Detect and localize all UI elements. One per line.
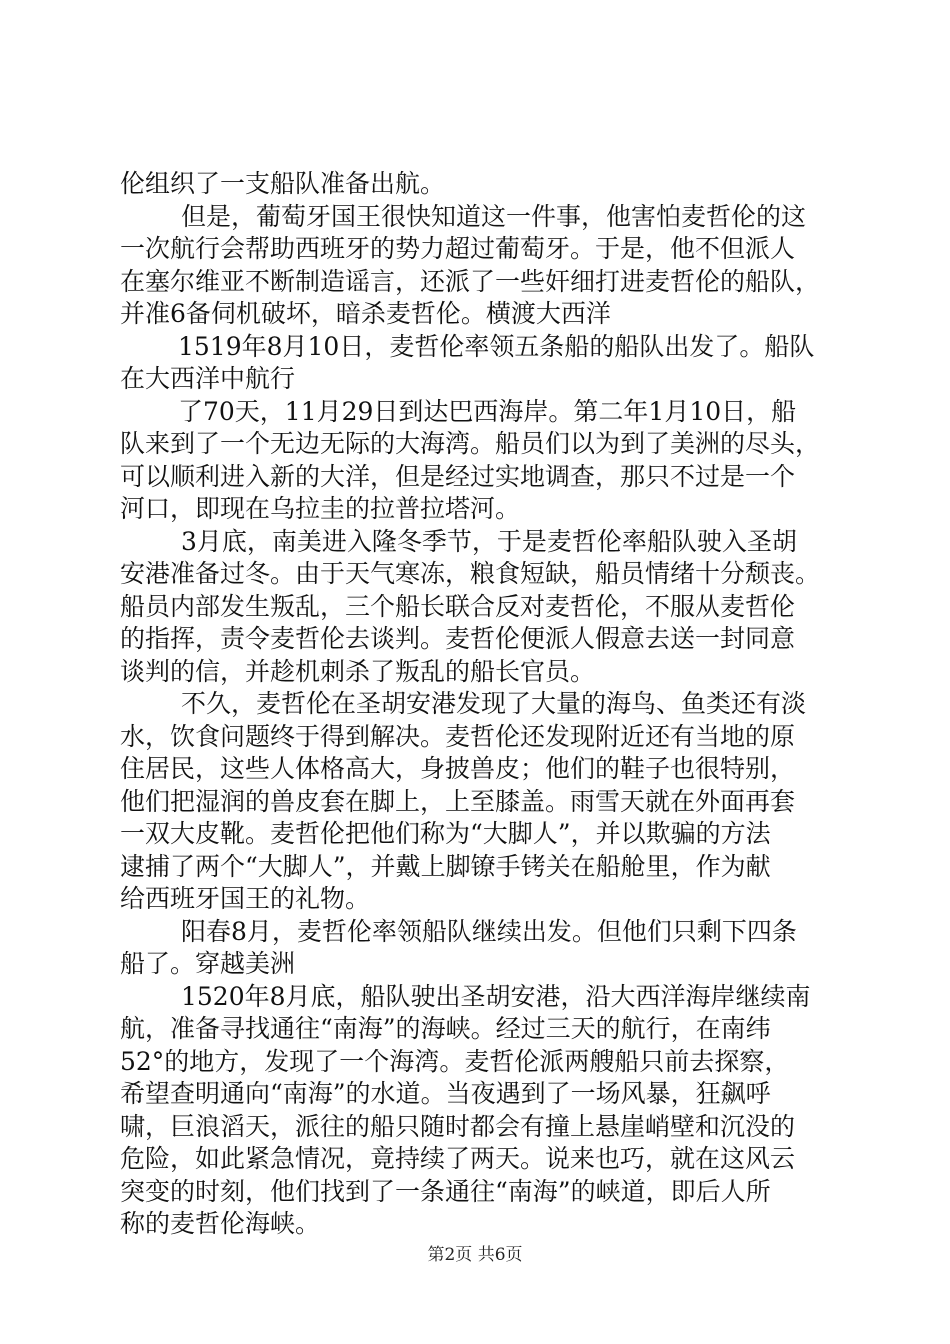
text-line: 但是，葡萄牙国王很快知道这一件事，他害怕麦哲伦的这	[181, 201, 807, 231]
text-line: 一双大皮靴。麦哲伦把他们称为“大脚人”，并以欺骗的方法	[120, 819, 771, 848]
text-line: 希望查明通向“南海”的水道。当夜遇到了一场风暴，狂飙呼	[120, 1079, 771, 1108]
text-line: 突变的时刻，他们找到了一条通往“南海”的峡道，即后人所	[120, 1176, 771, 1206]
text-line: 了70天，11月29日到达巴西海岸。第二年1月10日，船	[178, 396, 797, 426]
text-line: 河口，即现在乌拉圭的拉普拉塔河。	[120, 494, 521, 523]
text-line: 住居民，这些人体格高大，身披兽皮；他们的鞋子也很特别，	[120, 754, 796, 783]
text-line: 阳春8月，麦哲伦率领船队继续出发。但他们只剩下四条	[181, 916, 797, 946]
text-line: 可以顺利进入新的大洋，但是经过实地调查，那只不过是一个	[120, 461, 796, 491]
text-line: 航，准备寻找通往“南海”的海峡。经过三天的航行，在南纬	[120, 1014, 771, 1043]
text-line: 在塞尔维亚不断制造谣言，还派了一些奸细打进麦哲伦的船队，	[120, 266, 821, 296]
text-line: 安港准备过冬。由于天气寒冻，粮食短缺，船员情绪十分颓丧。	[120, 559, 821, 588]
text-line: 并准6备伺机破坏，暗杀麦哲伦。横渡大西洋	[120, 299, 611, 328]
text-line: 3月底，南美进入隆冬季节，于是麦哲伦率船队驶入圣胡	[181, 526, 797, 556]
text-line: 水，饮食问题终于得到解决。麦哲伦还发现附近还有当地的原	[120, 721, 796, 751]
text-line: 一次航行会帮助西班牙的势力超过葡萄牙。于是，他不但派人	[120, 234, 796, 263]
text-line: 1519年8月10日，麦哲伦率领五条船的船队出发了。船队	[178, 331, 815, 361]
text-line: 啸，巨浪滔天，派往的船只随时都会有撞上悬崖峭壁和沉没的	[120, 1111, 796, 1141]
text-line: 逮捕了两个“大脚人”，并戴上脚镣手铐关在船舱里，作为献	[120, 851, 771, 881]
page-footer: 第2页 共6页	[427, 1245, 523, 1265]
text-line: 1520年8月底，船队驶出圣胡安港，沿大西洋海岸继续南	[181, 981, 811, 1011]
text-line: 给西班牙国王的礼物。	[120, 884, 371, 913]
text-line: 的指挥，责令麦哲伦去谈判。麦哲伦便派人假意去送一封同意	[120, 624, 796, 653]
text-line: 伦组织了一支船队准备出航。	[120, 169, 446, 198]
text-line: 船了。穿越美洲	[120, 949, 296, 978]
text-line: 在大西洋中航行	[120, 364, 296, 393]
body-text	[120, 168, 840, 1241]
text-line: 52°的地方，发现了一个海湾。麦哲伦派两艘船只前去探察，	[120, 1046, 790, 1076]
text-line: 他们把湿润的兽皮套在脚上，上至膝盖。雨雪天就在外面再套	[120, 786, 796, 816]
text-line: 不久，麦哲伦在圣胡安港发现了大量的海鸟、鱼类还有淡	[181, 689, 807, 718]
text-line: 谈判的信，并趁机刺杀了叛乱的船长官员。	[120, 656, 596, 686]
text-line: 称的麦哲伦海峡。	[120, 1209, 321, 1238]
text-line: 队来到了一个无边无际的大海湾。船员们以为到了美洲的尽头，	[120, 429, 821, 458]
text-line: 船员内部发生叛乱，三个船长联合反对麦哲伦，不服从麦哲伦	[120, 591, 796, 621]
text-line: 危险，如此紧急情况，竟持续了两天。说来也巧，就在这风云	[120, 1144, 796, 1173]
